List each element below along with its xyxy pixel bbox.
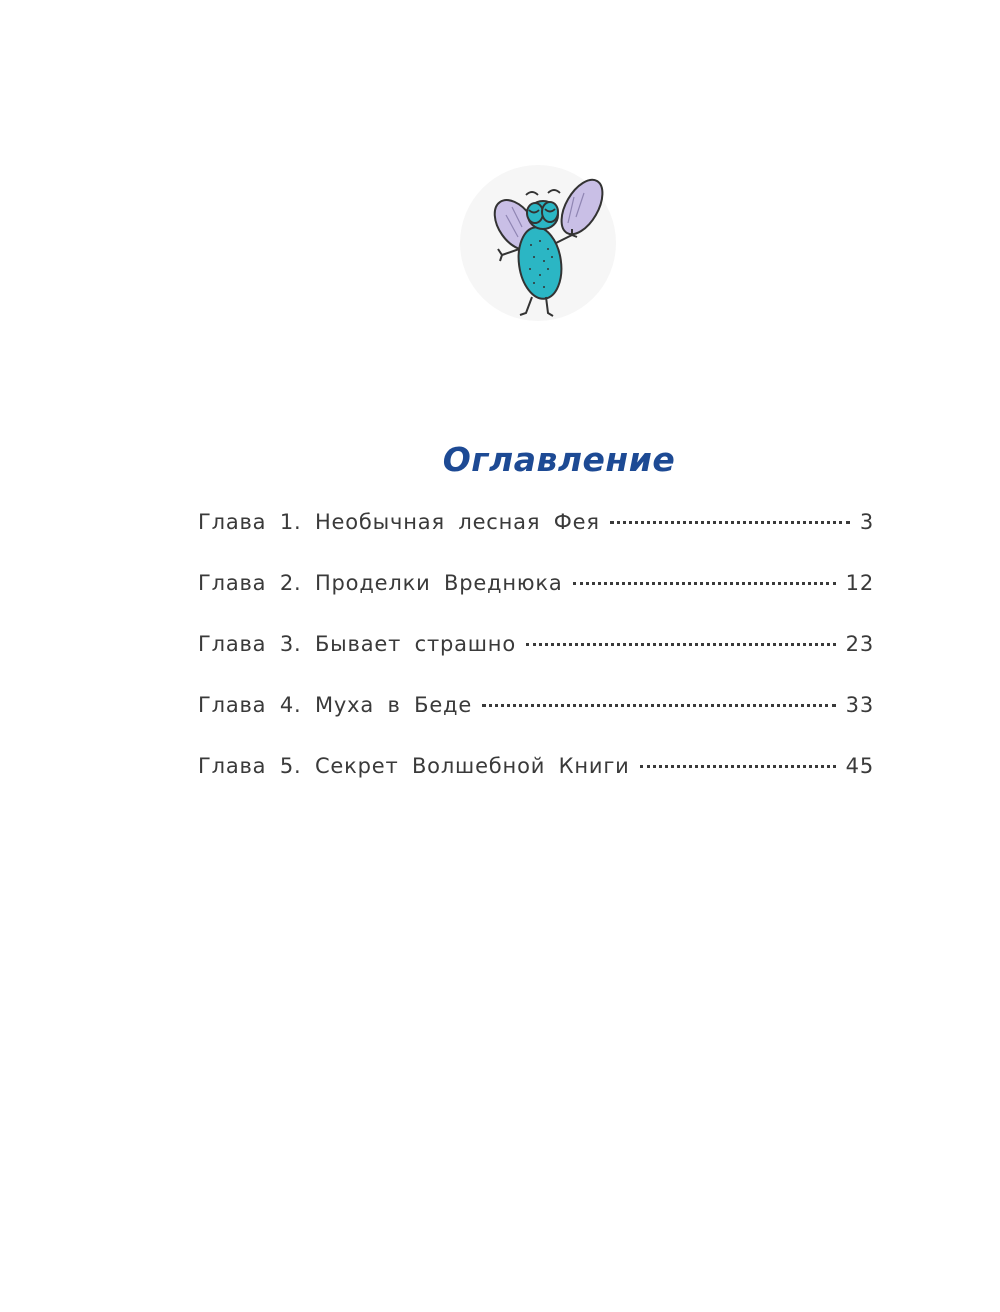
toc-entry-text bbox=[198, 754, 630, 778]
fly-illustration bbox=[456, 165, 616, 325]
toc-entry-text bbox=[198, 632, 516, 656]
toc-dot-leader bbox=[640, 765, 836, 768]
toc-dot-leader bbox=[526, 643, 836, 646]
toc-entry-1[interactable] bbox=[198, 510, 874, 571]
toc-chapter-title: Проделки Вреднюка bbox=[314, 571, 563, 595]
fly-icon bbox=[456, 165, 616, 325]
toc-list bbox=[198, 510, 874, 815]
toc-page-number: 45 bbox=[845, 754, 874, 778]
toc-title: Оглавление bbox=[442, 440, 676, 479]
toc-entry-text bbox=[198, 571, 563, 595]
toc-chapter-label: Глава 4. bbox=[198, 693, 302, 717]
toc-entry-4[interactable] bbox=[198, 693, 874, 754]
toc-dot-leader bbox=[610, 521, 850, 524]
toc-chapter-title: Бывает страшно bbox=[314, 632, 516, 656]
toc-entry-2[interactable] bbox=[198, 571, 874, 632]
toc-dot-leader bbox=[573, 582, 836, 585]
toc-chapter-title: Муха в Беде bbox=[314, 693, 473, 717]
toc-page-number: 3 bbox=[859, 510, 874, 534]
toc-entry-5[interactable] bbox=[198, 754, 874, 815]
toc-chapter-title: Секрет Волшебной Книги bbox=[314, 754, 630, 778]
toc-chapter-label: Глава 5. bbox=[198, 754, 302, 778]
toc-entry-text bbox=[198, 693, 472, 717]
toc-dot-leader bbox=[482, 704, 836, 707]
toc-page-number: 33 bbox=[845, 693, 874, 717]
toc-chapter-label: Глава 2. bbox=[198, 571, 302, 595]
toc-page-number: 12 bbox=[845, 571, 874, 595]
toc-page-number: 23 bbox=[845, 632, 874, 656]
toc-entry-3[interactable] bbox=[198, 632, 874, 693]
toc-entry-text bbox=[198, 510, 600, 534]
toc-chapter-label: Глава 1. bbox=[198, 510, 302, 534]
toc-chapter-title: Необычная лесная Фея bbox=[314, 510, 600, 534]
toc-chapter-label: Глава 3. bbox=[198, 632, 302, 656]
